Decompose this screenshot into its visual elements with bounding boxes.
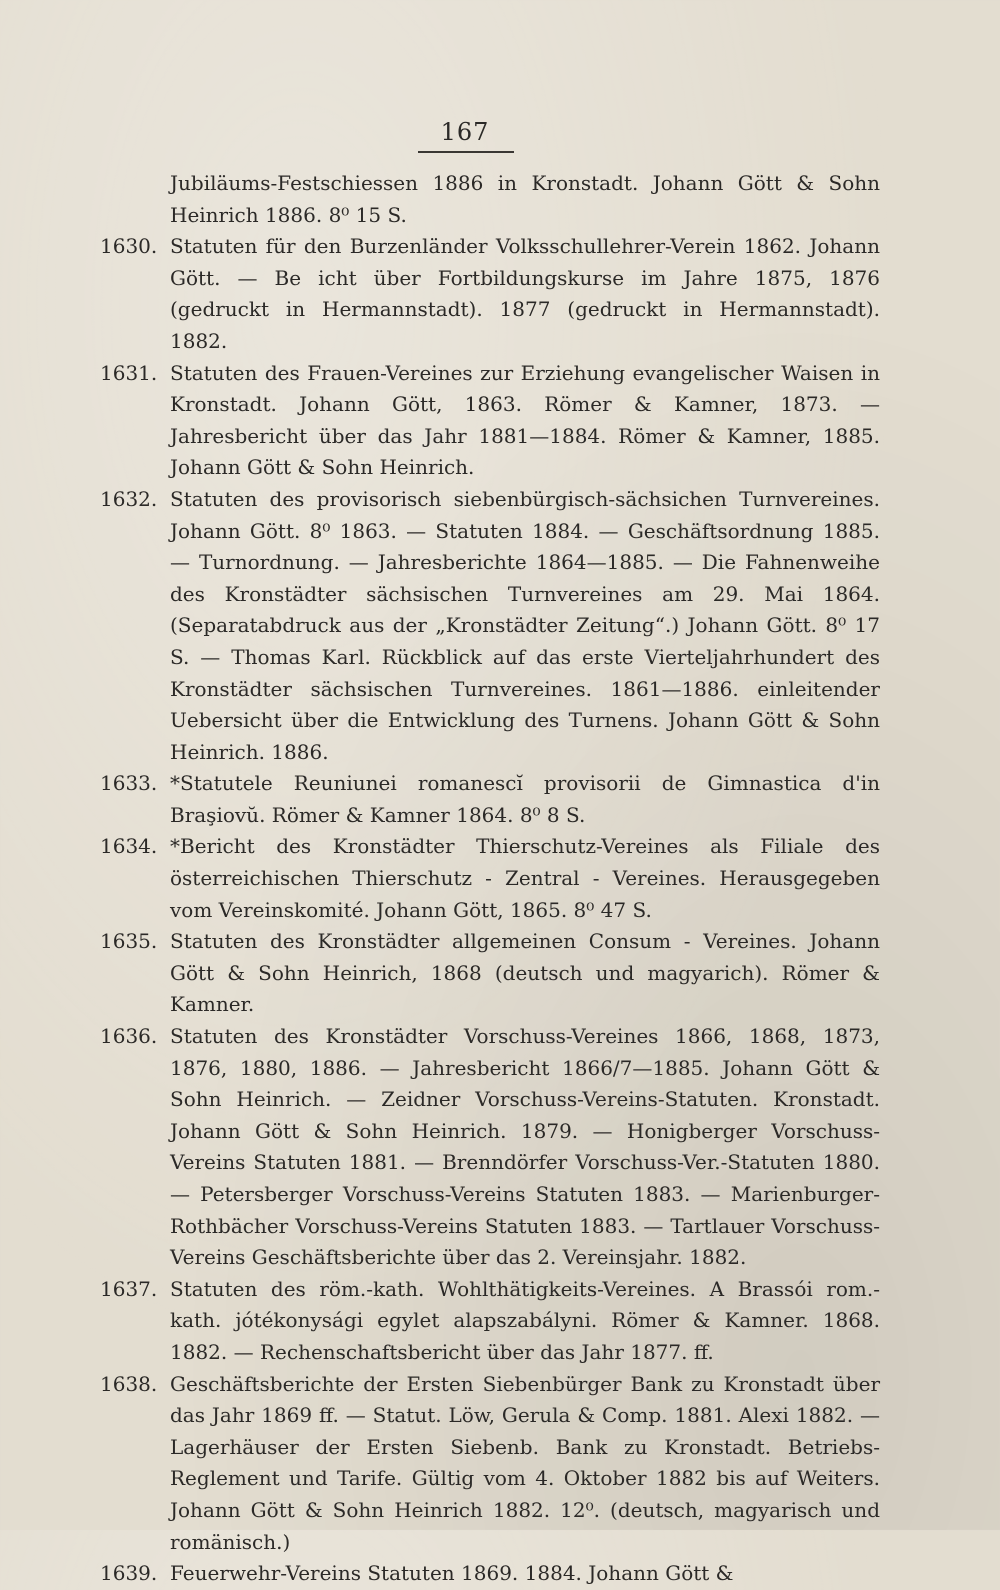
entry-text: Geschäftsberichte der Ersten Siebenbürger Bank zu Kronstadt über das Jahr 1869 ff. — Statut. Löw, Gerula & Comp. 1881. Alexi 1882. — Lagerhäuser der Ersten Siebenb. Bank zu Kronstadt. Betriebs-Reglement und Tarife. Gültig vom 4. Oktober 1882 bis auf Weiters. Johann Gött & Sohn Heinrich 1882. 12⁰. (deutsch, magyarisch und romänisch.) xyxy=(170,1371,880,1554)
entry-1639 xyxy=(100,1558,880,1590)
entry-text: Statuten des Kronstädter Vorschuss-Vereines 1866, 1868, 1873, 1876, 1880, 1886. — Jahresbericht 1866/7—1885. Johann Gött & Sohn Heinrich. — Zeidner Vorschuss-Vereins-Statuten. Kronstadt. Johann Gött & Sohn Heinrich. 1879. — Honigberger Vorschuss-Vereins Statuten 1881. — Brenndörfer Vorschuss-Ver.-Statuten 1880. — Petersberger Vorschuss-Vereins Statuten 1883. — Marienburger-Rothbächer Vorschuss-Vereins Statuten 1883. — Tartlauer Vorschuss-Vereins Geschäftsberichte über das 2. Vereinsjahr. 1882. xyxy=(170,1024,880,1270)
page-number-rule xyxy=(418,151,514,153)
entry-text: Statuten für den Burzenländer Volksschullehrer-Verein 1862. Johann Gött. — Be icht über Fortbildungskurse im Jahre 1875, 1876 (gedruckt in Hermannstadt). 1877 (gedruckt in Hermannstadt). 1882. xyxy=(170,234,880,353)
entry-number: 1633. xyxy=(100,771,158,796)
entry-number: 1634. xyxy=(100,834,158,859)
entry-1635 xyxy=(100,926,880,1021)
entry-text: Statuten des provisorisch siebenbürgisch-sächsichen Turnvereines. Johann Gött. 8⁰ 1863. — Statuten 1884. — Geschäftsordnung 1885. — Turnordnung. — Jahresberichte 1864—1885. — Die Fahnenweihe des Kronstädter sächsischen Turnvereines am 29. Mai 1864. (Separatabdruck aus der „Kronstädter Zeitung“.) Johann Gött. 8⁰ 17 S. — Thomas Karl. Rückblick auf das erste Vierteljahrhundert des Kronstädter sächsischen Turnvereines. 1861—1886. einleitender Uebersicht über die Entwicklung des Turnens. Johann Gött & Sohn Heinrich. 1886. xyxy=(170,486,880,764)
entry-1632 xyxy=(100,484,880,768)
entry-text: Statuten des Frauen-Vereines zur Erziehung evangelischer Waisen in Kronstadt. Johann Gött, 1863. Römer & Kamner, 1873. — Jahresbericht über das Jahr 1881—1884. Römer & Kamner, 1885. Johann Gött & Sohn Heinrich. xyxy=(170,360,880,480)
entry-1637 xyxy=(100,1274,880,1369)
entry-1633 xyxy=(100,768,880,831)
entry-number: 1635. xyxy=(100,929,158,954)
entry-text: *Statutele Reuniunei romanescĭ provisorii de Gimnastica d'in Braşiovŭ. Römer & Kamner 1864. 8⁰ 8 S. xyxy=(170,771,880,827)
entry-number: 1636. xyxy=(100,1024,158,1049)
entry-1634 xyxy=(100,831,880,926)
page-number: 167 xyxy=(440,118,490,146)
entry-text: Statuten des röm.-kath. Wohlthätigkeits-Vereines. A Brassói rom.-kath. jótékonysági egylet alapszabályni. Römer & Kamner. 1868. 1882. — Rechenschaftsbericht über das Jahr 1877. ff. xyxy=(170,1276,880,1364)
entry-number: 1630. xyxy=(100,234,158,259)
entry-1636 xyxy=(100,1021,880,1274)
entry-1631 xyxy=(100,358,880,484)
entry-number: 1638. xyxy=(100,1371,158,1396)
entry-number: 1631. xyxy=(100,360,158,385)
entry-text: Feuerwehr-Vereins Statuten 1869. 1884. Johann Gött & xyxy=(170,1561,734,1586)
entry-number: 1637. xyxy=(100,1276,158,1301)
entry-continuation xyxy=(100,168,880,231)
entry-number: 1639. xyxy=(100,1561,158,1586)
entry-1630 xyxy=(100,231,880,357)
entry-number: 1632. xyxy=(100,486,158,511)
entry-text: *Bericht des Kronstädter Thierschutz-Vereines als Filiale des österreichischen Thierschutz - Zentral - Vereines. Herausgegeben vom Vereinskomité. Johann Gött, 1865. 8⁰ 47 S. xyxy=(170,834,880,922)
entry-text: Statuten des Kronstädter allgemeinen Consum - Vereines. Johann Gött & Sohn Heinrich, 1868 (deutsch und magyarich). Römer & Kamner. xyxy=(170,929,880,1017)
entry-text: Jubiläums-Festschiessen 1886 in Kronstadt. Johann Gött & Sohn Heinrich 1886. 8⁰ 15 S. xyxy=(170,171,880,227)
entries-list xyxy=(100,168,880,1590)
